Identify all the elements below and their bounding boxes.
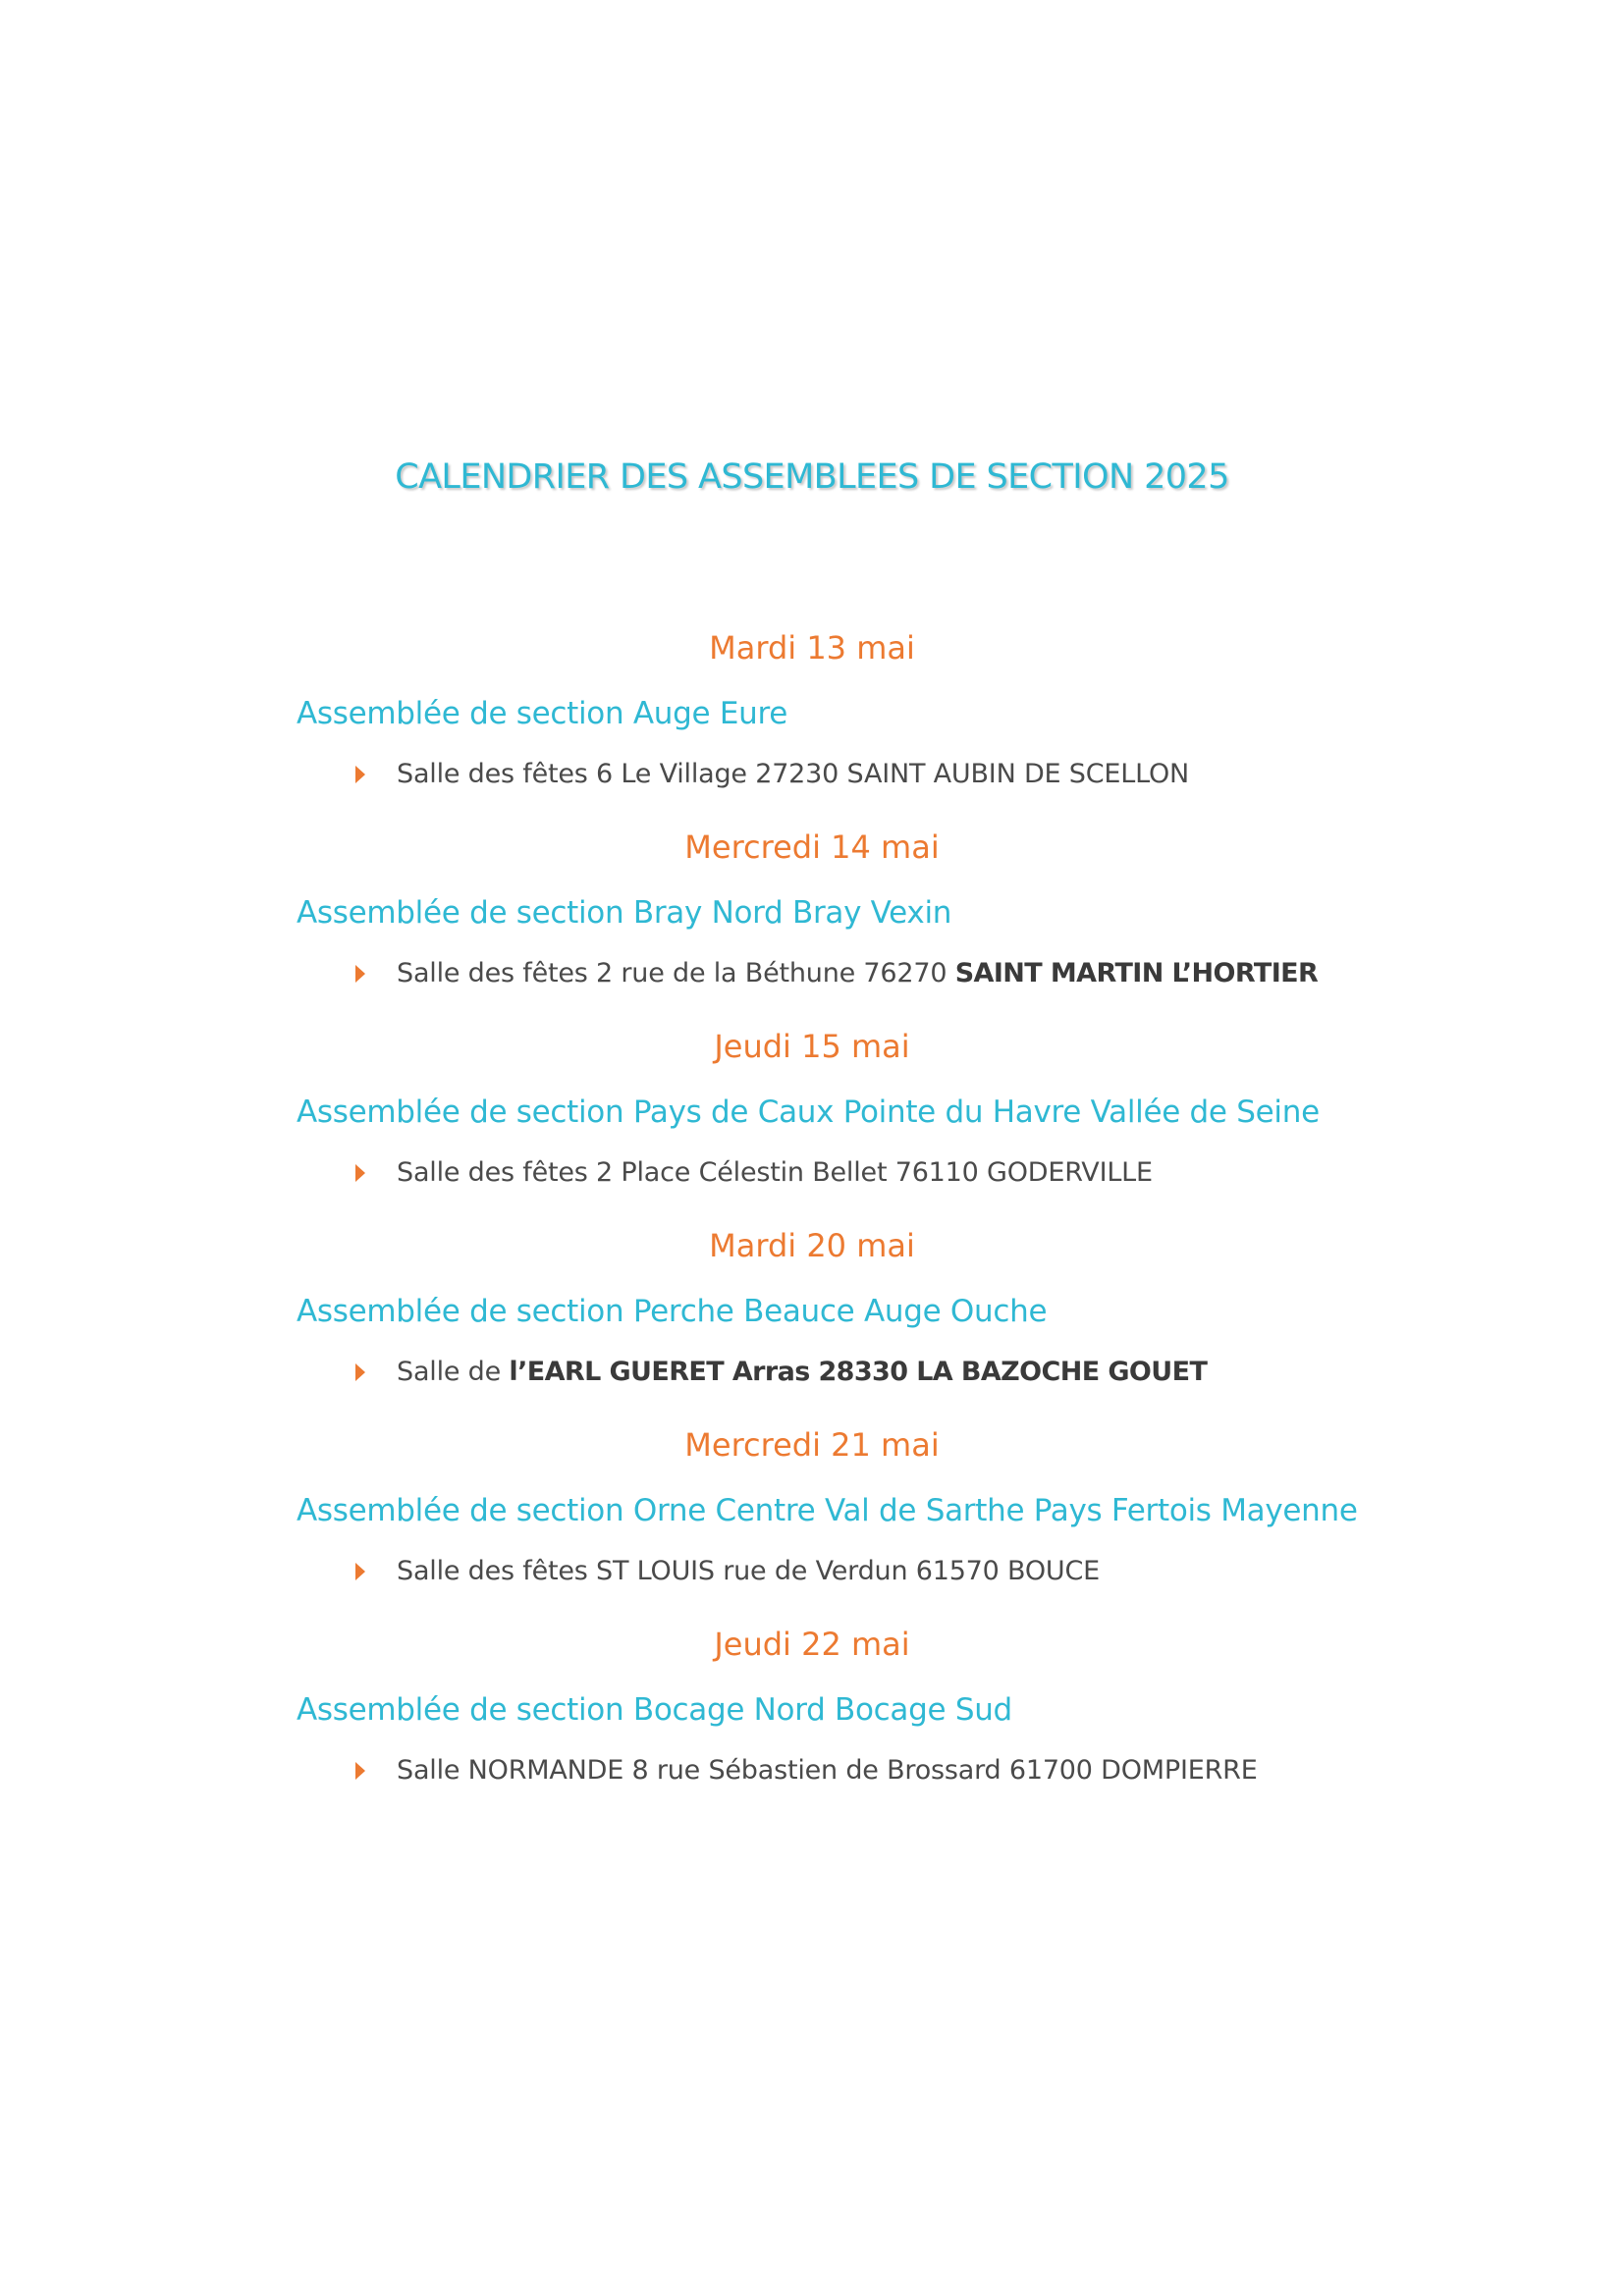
venue-text (397, 1753, 1258, 1789)
event-item (0, 628, 1624, 828)
event-section-name: Assemblée de section Bray Nord Bray Vexin (297, 895, 952, 931)
event-venue (355, 956, 1318, 991)
venue-address: Salle des fêtes ST LOUIS rue de Verdun 61570 BOUCE (397, 1556, 1100, 1586)
venue-text (397, 757, 1189, 792)
triangle-bullet-icon (355, 1762, 365, 1780)
venue-text (397, 1155, 1153, 1191)
venue-address: Salle des fêtes 2 rue de la Béthune 76270 (397, 958, 955, 988)
event-venue (355, 1554, 1100, 1589)
event-item (0, 828, 1624, 1027)
venue-address: Salle de (397, 1357, 510, 1387)
triangle-bullet-icon (355, 1164, 365, 1182)
event-section-name: Assemblée de section Orne Centre Val de Sarthe Pays Fertois Mayenne (297, 1493, 1358, 1528)
event-date: Jeudi 15 mai (714, 1028, 910, 1065)
venue-address: Salle des fêtes 6 Le Village 27230 SAINT AUBIN DE SCELLON (397, 759, 1189, 789)
event-item (0, 1226, 1624, 1425)
event-section-name: Assemblée de section Perche Beauce Auge Ouche (297, 1294, 1048, 1329)
triangle-bullet-icon (355, 1363, 365, 1381)
venue-address-bold: SAINT MARTIN L’HORTIER (954, 958, 1319, 988)
event-item (0, 1027, 1624, 1226)
page-title: CALENDRIER DES ASSEMBLEES DE SECTION 2025 (395, 457, 1229, 497)
event-section-name: Assemblée de section Auge Eure (297, 696, 788, 731)
event-date: Mercredi 21 mai (684, 1426, 940, 1464)
event-venue (355, 757, 1189, 792)
event-date: Mardi 20 mai (709, 1227, 915, 1264)
venue-address: Salle des fêtes 2 Place Célestin Bellet 76110 GODERVILLE (397, 1157, 1153, 1188)
venue-text (397, 956, 1318, 991)
event-section-name: Assemblée de section Pays de Caux Pointe du Havre Vallée de Seine (297, 1095, 1320, 1130)
triangle-bullet-icon (355, 965, 365, 983)
event-section-name: Assemblée de section Bocage Nord Bocage Sud (297, 1692, 1012, 1728)
event-date: Mercredi 14 mai (684, 828, 940, 866)
venue-text (397, 1355, 1207, 1390)
event-list (0, 628, 1624, 1824)
triangle-bullet-icon (355, 766, 365, 783)
event-date: Mardi 13 mai (709, 629, 915, 667)
event-venue (355, 1753, 1258, 1789)
event-date: Jeudi 22 mai (714, 1626, 910, 1663)
event-item (0, 1425, 1624, 1625)
event-venue (355, 1355, 1207, 1390)
venue-address-bold: l’EARL GUERET Arras 28330 LA BAZOCHE GOUET (509, 1357, 1208, 1387)
venue-address: Salle NORMANDE 8 rue Sébastien de Brossard 61700 DOMPIERRE (397, 1755, 1258, 1786)
triangle-bullet-icon (355, 1563, 365, 1580)
event-venue (355, 1155, 1153, 1191)
event-item (0, 1625, 1624, 1824)
venue-text (397, 1554, 1100, 1589)
